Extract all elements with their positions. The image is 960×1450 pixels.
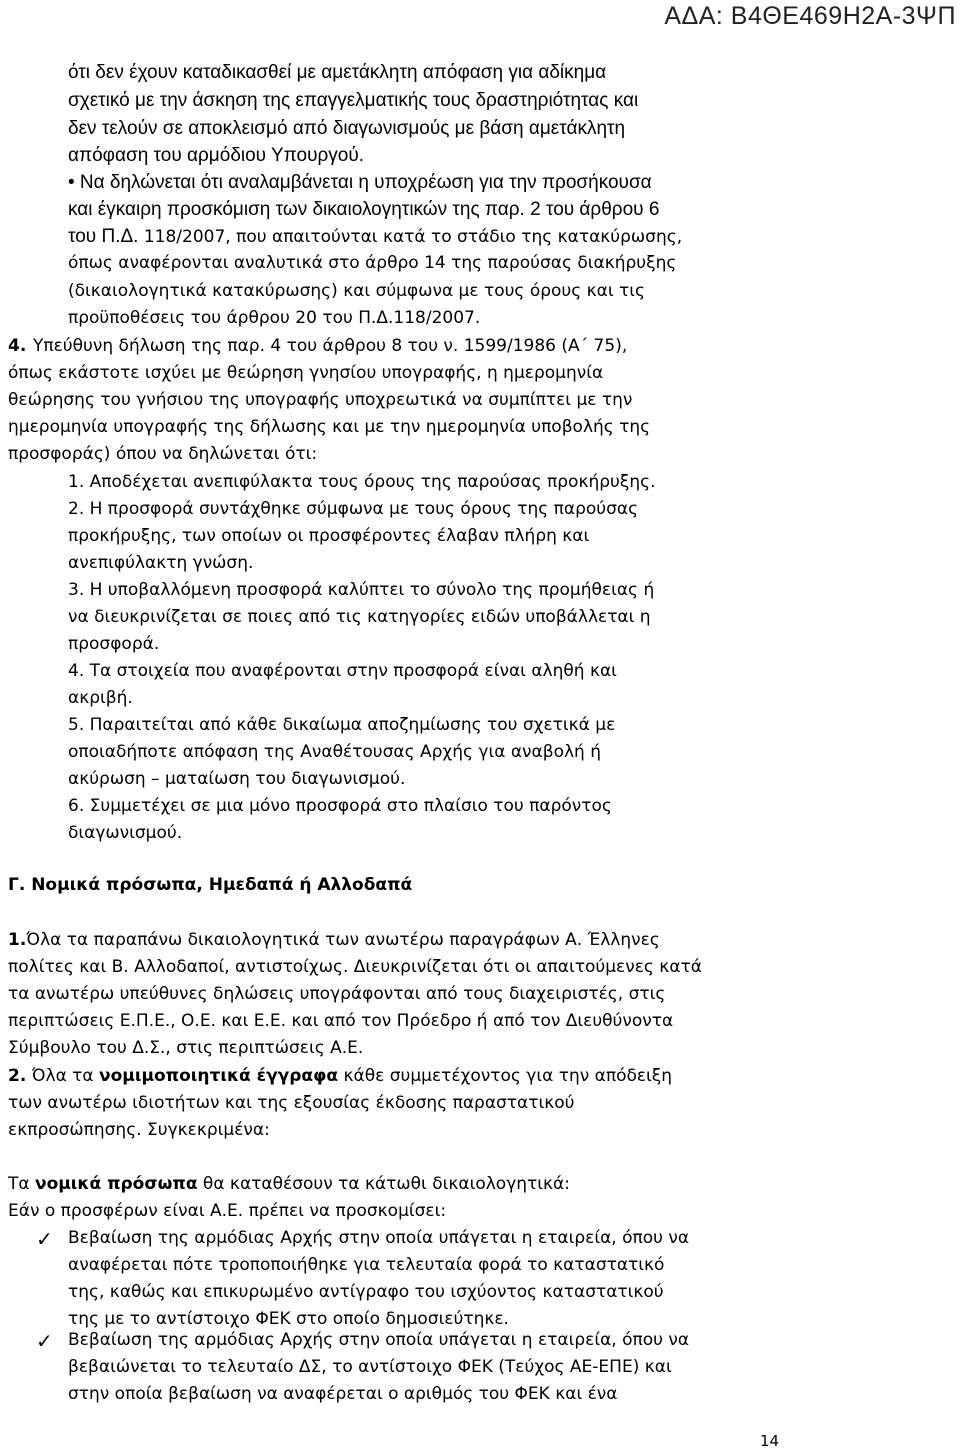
text-line: όπως αναφέρονται αναλυτικά στο άρθρο 14 της παρούσας διακήρυξης bbox=[68, 253, 677, 273]
text-line: των ανωτέρω ιδιοτήτων και της εξουσίας έκδοσης παραστατικού bbox=[8, 1093, 575, 1113]
text-line: σχετικό με την άσκηση της επαγγελματικής τους δραστηριότητας και bbox=[68, 90, 639, 111]
text-fragment: Όλα τα παραπάνω δικαιολογητικά των ανωτέρω παραγράφων Α. Έλληνες bbox=[26, 930, 660, 950]
text-fragment: κάθε συμμετέχοντος για την απόδειξη bbox=[343, 1066, 673, 1086]
text-line: ακριβή. bbox=[68, 688, 133, 708]
text-fragment-bold: νομιμοποιητικά έγγραφα bbox=[99, 1066, 339, 1086]
text-line: εκπροσώπησης. Συγκεκριμένα: bbox=[8, 1120, 270, 1140]
text-line: ανεπιφύλακτη γνώση. bbox=[68, 553, 254, 573]
text-fragment: του Π.Δ. bbox=[68, 226, 139, 247]
text-line: πολίτες και Β. Αλλοδαποί, αντιστοίχως. Διευκρινίζεται ότι οι απαιτούμενες κατά bbox=[8, 957, 702, 977]
text-line: προσφοράς) όπου να δηλώνεται ότι: bbox=[8, 444, 318, 464]
text-line: και έγκαιρη προσκόμιση των δικαιολογητικών της παρ. 2 του άρθρου 6 bbox=[68, 199, 660, 220]
page-number: 14 bbox=[760, 1432, 780, 1450]
text-line: Υπεύθυνη δήλωση της παρ. 4 του άρθρου 8 του ν. 1599/1986 (Α΄ 75), bbox=[33, 336, 628, 356]
text-line bbox=[8, 932, 660, 949]
checkmark-icon: ✓ bbox=[36, 1329, 53, 1353]
text-line: προκήρυξης, των οποίων οι προσφέροντες έλαβαν πλήρη και bbox=[68, 526, 590, 546]
text-line: να διευκρινίζεται σε ποιες από τις κατηγορίες ειδών υποβάλλεται η bbox=[68, 607, 651, 627]
text-line: Σύμβουλο του Δ.Σ., στις περιπτώσεις Α.Ε. bbox=[8, 1038, 364, 1058]
text-line: της, καθώς και επικυρωμένο αντίγραφο του ισχύοντος καταστατικού bbox=[68, 1282, 664, 1302]
text-line bbox=[8, 1068, 672, 1085]
check-item: Βεβαίωση της αρμόδιας Αρχής στην οποία υπάγεται η εταιρεία, όπου να bbox=[68, 1228, 690, 1248]
text-line bbox=[68, 227, 682, 246]
text-line: αναφέρεται πότε τροποποιήθηκε για τελευταία φορά το καταστατικό bbox=[68, 1255, 665, 1275]
paragraph-number: 1. bbox=[8, 930, 27, 950]
text-line: οποιαδήποτε απόφαση της Αναθέτουσας Αρχής για αναβολή ή bbox=[68, 742, 601, 762]
text-line: προσφορά. bbox=[68, 634, 160, 654]
text-fragment-bold: νομικά πρόσωπα bbox=[35, 1174, 198, 1194]
text-line: (δικαιολογητικά κατακύρωσης) και σύμφωνα με τους όρους και τις bbox=[68, 281, 645, 301]
text-line: όπως εκάστοτε ισχύει με θεώρηση γνησίου υπογραφής, η ημερομηνία bbox=[8, 363, 604, 383]
text-line: ότι δεν έχουν καταδικασθεί με αμετάκλητη απόφαση για αδίκημα bbox=[68, 62, 607, 83]
text-line: προϋποθέσεις του άρθρου 20 του Π.Δ.118/2007. bbox=[68, 308, 481, 328]
list-item: 5. Παραιτείται από κάθε δικαίωμα αποζημίωσης του σχετικά με bbox=[68, 715, 616, 735]
text-line: τα ανωτέρω υπεύθυνες δηλώσεις υπογράφονται από τους διαχειριστές, στις bbox=[8, 984, 666, 1004]
text-line bbox=[8, 1176, 570, 1193]
checkmark-icon: ✓ bbox=[36, 1227, 53, 1251]
text-line: ημερομηνία υπογραφής της δήλωσης και με την ημερομηνία υποβολής της bbox=[8, 417, 651, 437]
text-fragment: Όλα τα bbox=[31, 1066, 94, 1086]
text-fragment: 118/2007, που απαιτούνται κατά το στάδιο της κατακύρωσης, bbox=[143, 227, 683, 247]
list-item: 4. Τα στοιχεία που αναφέρονται στην προσφορά είναι αληθή και bbox=[68, 661, 617, 681]
text-fragment: Τα bbox=[8, 1174, 30, 1194]
text-fragment: θα καταθέσουν τα κάτωθι δικαιολογητικά: bbox=[202, 1174, 570, 1194]
text-line: θεώρησης του γνήσιου της υπογραφής υποχρεωτικά να συμπίπτει με την bbox=[8, 390, 633, 410]
ada-code: ΑΔΑ: Β4ΘΕ469Η2Α-3ΨΠ bbox=[664, 2, 956, 30]
text-line: της με το αντίστοιχο ΦΕΚ στο οποίο δημοσιεύτηκε. bbox=[68, 1309, 509, 1329]
bullet-line: • Να δηλώνεται ότι αναλαμβάνεται η υποχρέωση για την προσήκουσα bbox=[68, 172, 652, 193]
text-line: περιπτώσεις Ε.Π.Ε., Ο.Ε. και Ε.Ε. και από τον Πρόεδρο ή από τον Διευθύνοντα bbox=[8, 1011, 674, 1031]
section-heading: Γ. Νομικά πρόσωπα, Ημεδαπά ή Αλλοδαπά bbox=[8, 875, 413, 895]
text-line: δεν τελούν σε αποκλεισμό από διαγωνισμούς με βάση αμετάκλητη bbox=[68, 118, 626, 139]
section-number: 4. bbox=[8, 336, 27, 356]
text-line: βεβαιώνεται το τελευταίο ΔΣ, το αντίστοιχο ΦΕΚ (Τεύχος ΑΕ-ΕΠΕ) και bbox=[68, 1357, 672, 1377]
list-item: 6. Συμμετέχει σε μια μόνο προσφορά στο πλαίσιο του παρόντος bbox=[68, 796, 612, 816]
paragraph-number: 2. bbox=[8, 1066, 27, 1086]
list-item: 1. Αποδέχεται ανεπιφύλακτα τους όρους της παρούσας προκήρυξης. bbox=[68, 472, 656, 492]
list-item: 2. Η προσφορά συντάχθηκε σύμφωνα με τους όρους της παρούσας bbox=[68, 499, 639, 519]
list-item: 3. Η υποβαλλόμενη προσφορά καλύπτει το σύνολο της προμήθειας ή bbox=[68, 580, 655, 600]
text-line: ακύρωση – ματαίωση του διαγωνισμού. bbox=[68, 769, 406, 789]
text-line: στην οποία βεβαίωση να αναφέρεται ο αριθμός του ΦΕΚ και ένα bbox=[68, 1384, 618, 1404]
text-line: Εάν ο προσφέρων είναι Α.Ε. πρέπει να προσκομίσει: bbox=[8, 1201, 447, 1221]
check-item: Βεβαίωση της αρμόδιας Αρχής στην οποία υπάγεται η εταιρεία, όπου να bbox=[68, 1330, 690, 1350]
text-line: απόφαση του αρμόδιου Υπουργού. bbox=[68, 145, 365, 166]
text-line: διαγωνισμού. bbox=[68, 823, 183, 843]
